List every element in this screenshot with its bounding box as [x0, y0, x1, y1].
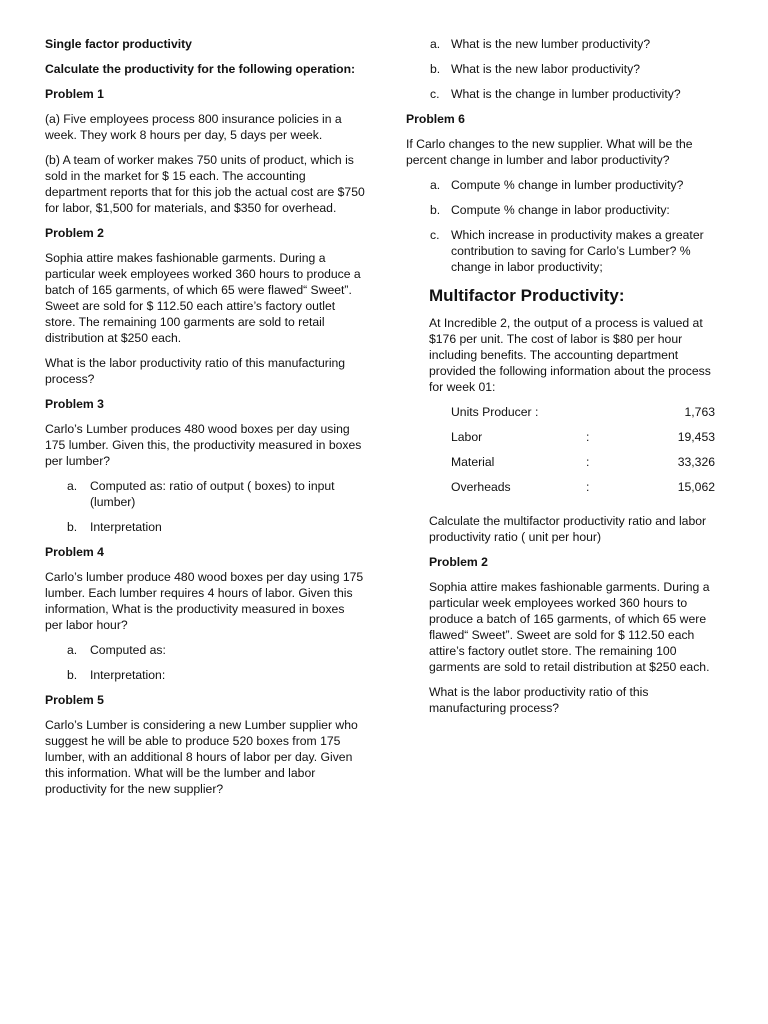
table-row [429, 454, 724, 479]
list-item-label: a. [67, 479, 78, 493]
table-cell-colon [586, 404, 674, 429]
list-item [406, 227, 724, 275]
list-item-text: What is the new labor productivity? [451, 62, 640, 76]
list-item [406, 86, 724, 102]
list-item-label: a. [430, 178, 441, 192]
list-item-text: What is the new lumber productivity? [451, 37, 651, 51]
list-item-text: Which increase in productivity makes a greater contribution to saving for Carlo’s Lumber? % change in labor productivity; [451, 228, 704, 274]
table-cell-key: Material [451, 455, 495, 469]
table-cell-colon: : [586, 480, 590, 494]
multifactor-text: At Incredible 2, the output of a process is valued at $176 per unit. The cost of labor is $80 per hour including benefits. The accounting department provided the following information about the process for week 01: [429, 316, 711, 394]
table-cell-colon: : [586, 455, 590, 469]
problem-1a-text: (a) Five employees process 800 insurance policies in a week. They work 8 hours per day, 5 days per week. [45, 112, 342, 142]
list-item [406, 36, 724, 52]
table-cell-value: 15,062 [677, 480, 715, 494]
problem-3-text: Carlo’s Lumber produces 480 wood boxes per day using 175 lumber. Given this, the productivity measured in boxes per lumber? [45, 422, 362, 468]
list-item-text: Compute % change in lumber productivity? [451, 178, 684, 192]
table-cell-value: 1,763 [684, 405, 715, 419]
table-cell-value: 33,326 [677, 455, 715, 469]
problem-2b-heading: Problem 2 [429, 555, 488, 569]
problem-2-text: Sophia attire makes fashionable garments. During a particular week employees worked 360 hours to produce a batch of 165 garments, of which 65 were flawed“ Sweet”. Sweet are sold for $ 112.50 each attire’s factory outlet store. The remaining 100 garments are sold to retail distribution at $250 each. [45, 251, 361, 345]
section-title: Single factor productivity [45, 37, 192, 51]
multifactor-title: Multifactor Productivity: [429, 286, 625, 305]
list-item-text: Compute % change in labor productivity: [451, 203, 670, 217]
section-intro: Calculate the productivity for the following operation: [45, 62, 356, 76]
problem-6-heading: Problem 6 [406, 112, 465, 126]
table-cell-value: 19,453 [677, 430, 715, 444]
list-item-text: What is the change in lumber productivity? [451, 87, 681, 101]
list-item [45, 642, 365, 658]
list-item-label: a. [430, 37, 441, 51]
problem-5-heading: Problem 5 [45, 693, 104, 707]
list-item-label: b. [67, 520, 78, 534]
list-item [406, 61, 724, 77]
table-row [429, 429, 724, 454]
problem-4-text: Carlo’s lumber produce 480 wood boxes per day using 175 lumber. Each lumber requires 4 hours of labor. Given this information, What is the productivity measured in boxes per labor hour? [45, 570, 364, 632]
problem-3-heading: Problem 3 [45, 397, 104, 411]
list-item-label: a. [67, 643, 78, 657]
list-item-label: c. [430, 228, 440, 242]
list-item-label: b. [430, 203, 441, 217]
list-item-label: b. [67, 668, 78, 682]
problem-2-heading: Problem 2 [45, 226, 104, 240]
left-column [45, 36, 365, 806]
problem-2-question: What is the labor productivity ratio of this manufacturing process? [45, 356, 346, 386]
list-item-label: b. [430, 62, 441, 76]
table-row [429, 479, 724, 504]
list-item [45, 519, 365, 535]
list-item-text: Interpretation [90, 520, 162, 534]
list-item [45, 478, 365, 510]
problem-2b-question: What is the labor productivity ratio of this manufacturing process? [429, 685, 649, 715]
problem-4-heading: Problem 4 [45, 545, 104, 559]
table-cell-key: Labor [451, 430, 483, 444]
multifactor-table [429, 404, 724, 504]
problem-1b-text: (b) A team of worker makes 750 units of product, which is sold in the market for $ 15 each. The accounting department reports that for this job the actual cost are $750 for labor, $1,500 for materials, and $350 for overhead. [45, 153, 365, 215]
table-cell-key: Units Producer : [451, 405, 539, 419]
right-column [406, 36, 724, 725]
problem-2b-text: Sophia attire makes fashionable garments. During a particular week employees worked 360 hours to produce a batch of 165 garments, of which 65 were flawed“ Sweet”. Sweet are sold for $ 112.50 each attire’s factory outlet store. The remaining 100 garments are sold to retail distribution at $250 each. [429, 580, 710, 674]
list-item [406, 177, 724, 193]
list-item [406, 202, 724, 218]
list-item [45, 667, 365, 683]
problem-6-text: If Carlo changes to the new supplier. What will be the percent change in lumber and labor productivity? [406, 137, 693, 167]
table-row [429, 404, 724, 429]
list-item-text: Computed as: [90, 643, 166, 657]
problem-5-text: Carlo’s Lumber is considering a new Lumber supplier who suggest he will be able to produce 520 boxes from 175 lumber, with an additional 8 hours of labor per day. Given this information. What will be the lumber and labor productivity for the new supplier? [45, 718, 358, 796]
multifactor-question: Calculate the multifactor productivity ratio and labor productivity ratio ( unit per hour) [429, 514, 707, 544]
problem-1-heading: Problem 1 [45, 87, 104, 101]
table-cell-colon: : [586, 430, 590, 444]
list-item-label: c. [430, 87, 440, 101]
list-item-text: Computed as: ratio of output ( boxes) to input (lumber) [90, 479, 335, 509]
list-item-text: Interpretation: [90, 668, 166, 682]
table-cell-key: Overheads [451, 480, 511, 494]
